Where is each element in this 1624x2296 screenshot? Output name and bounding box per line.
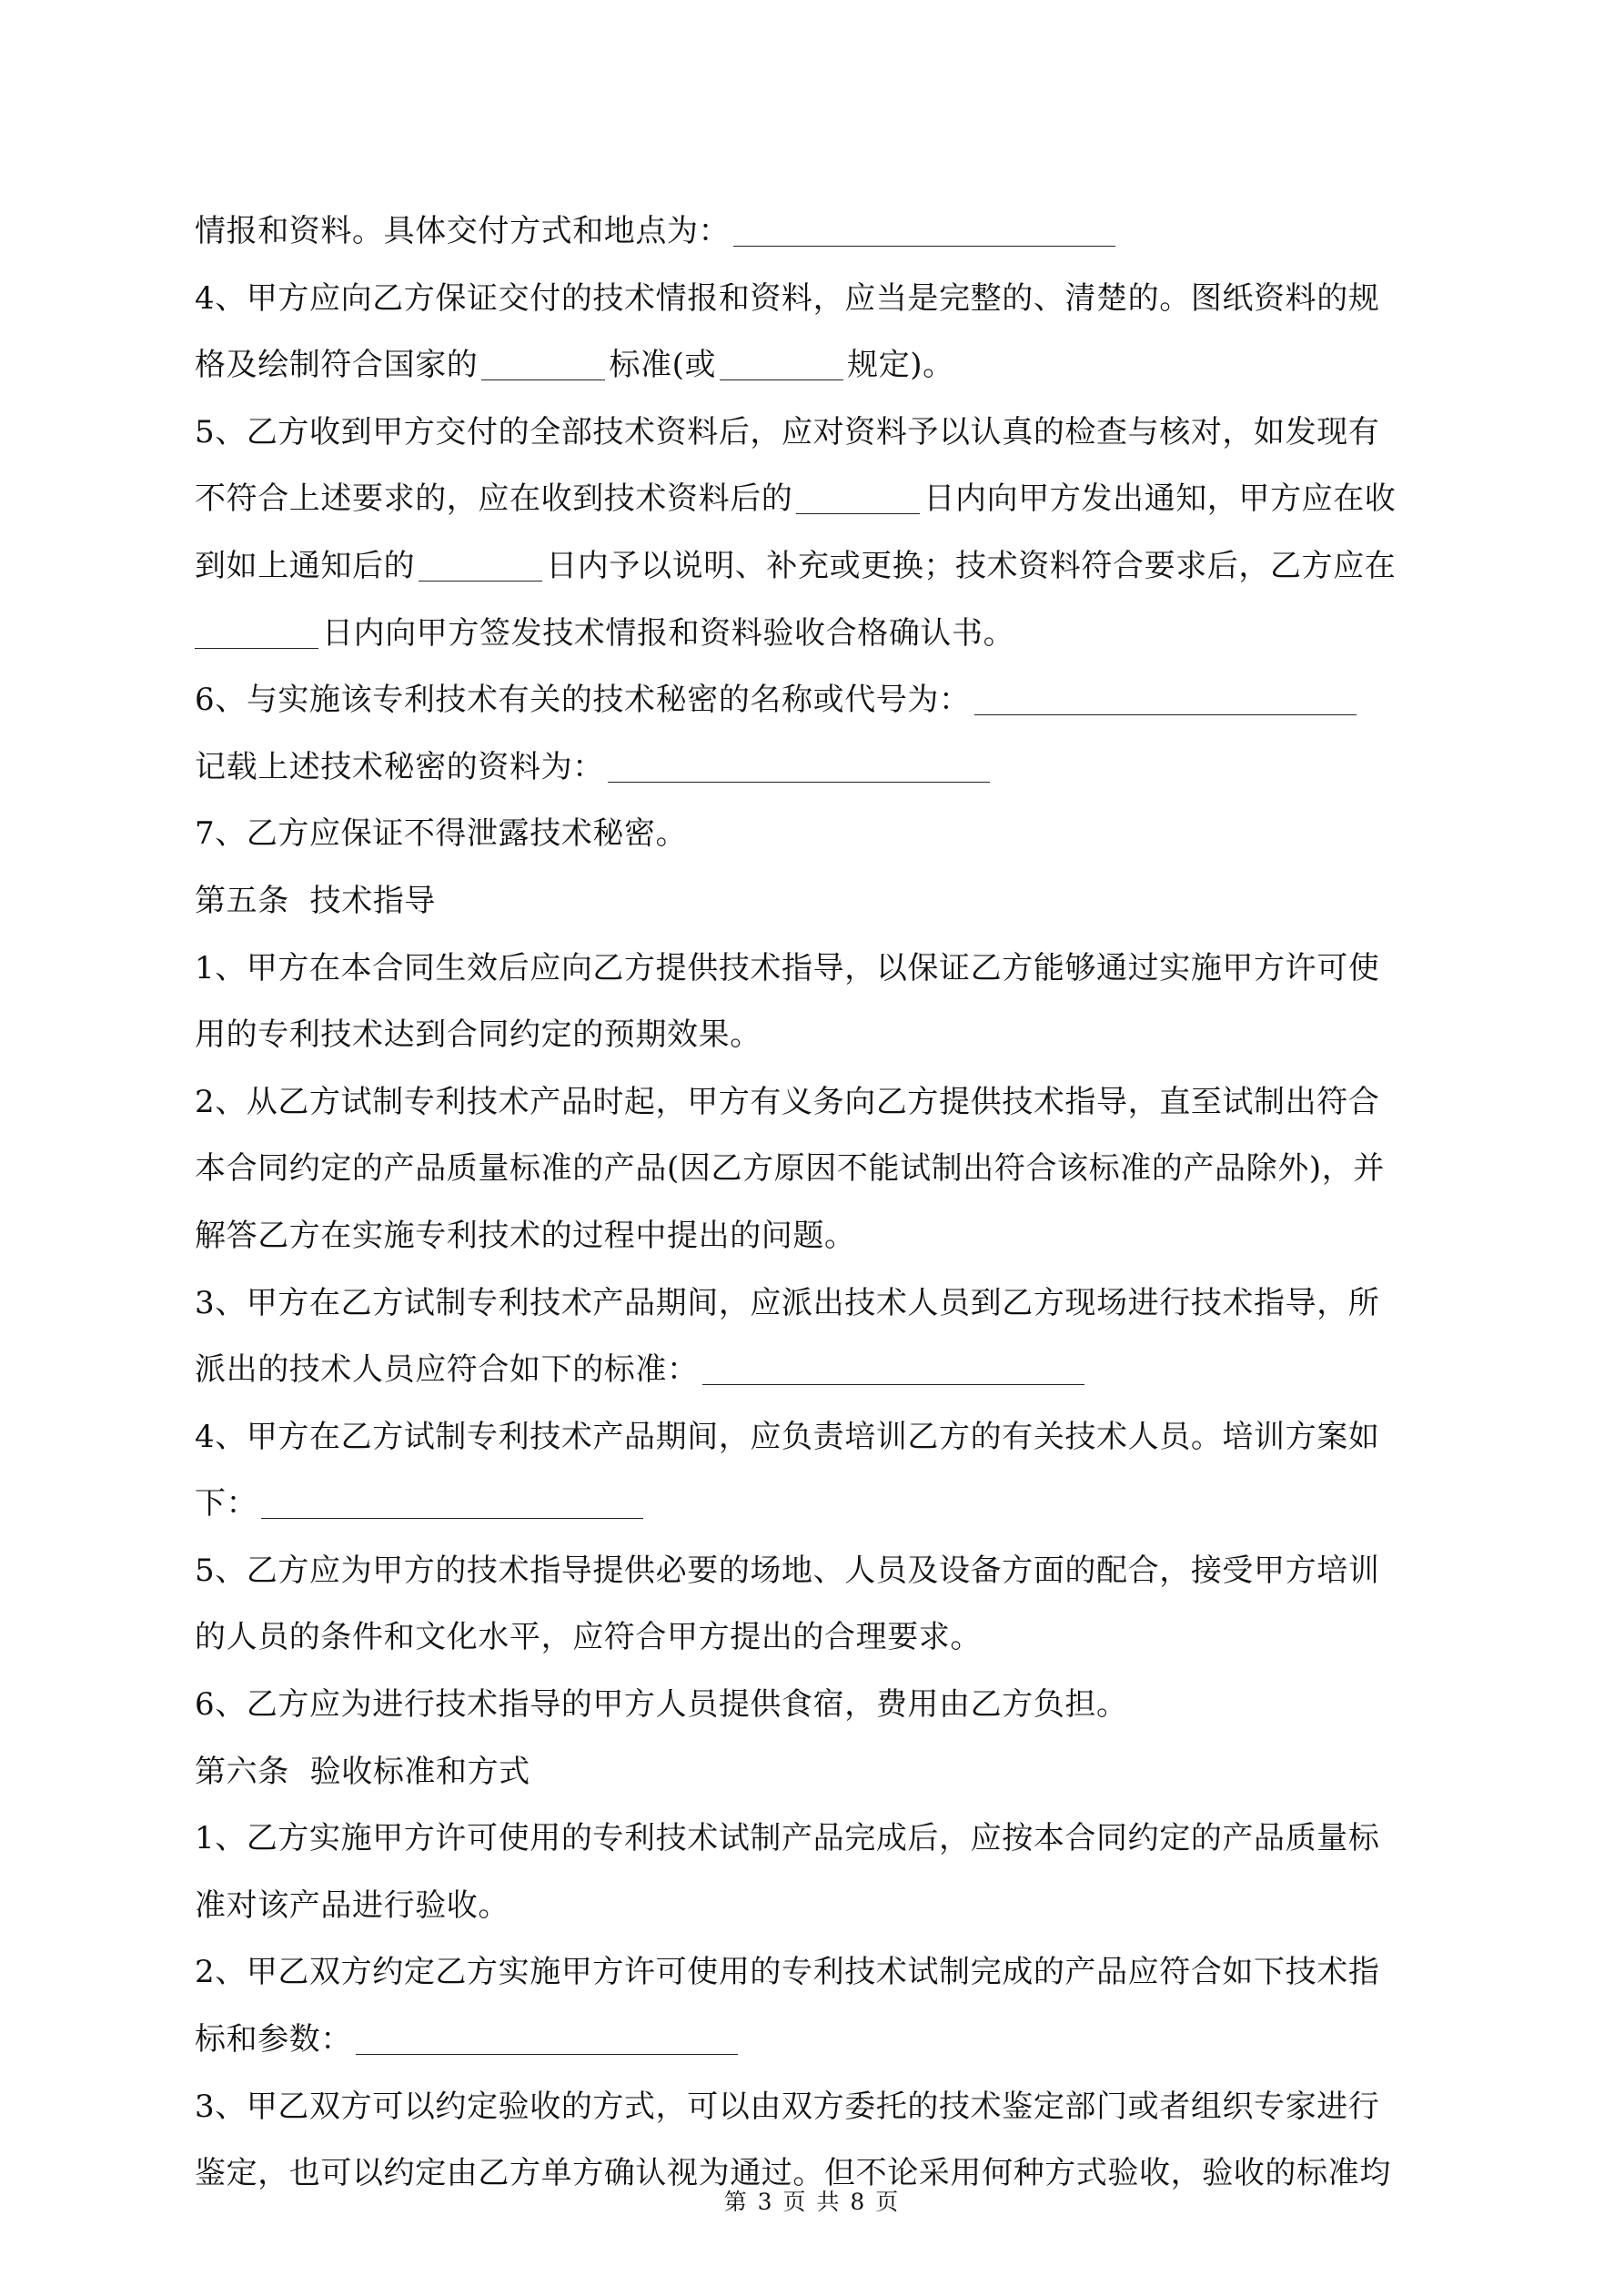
text-line: 4、甲方在乙方试制专利技术产品期间，应负责培训乙方的有关技术人员。培训方案如 <box>195 1418 1380 1455</box>
fill-blank[interactable] <box>702 1348 1084 1385</box>
section-heading: 第五条 技术指导 <box>195 882 437 919</box>
document-body <box>195 198 1441 2208</box>
text-line: 1、甲方在本合同生效后应向乙方提供技术指导，以保证乙方能够通过实施甲方许可使 <box>195 949 1380 986</box>
fill-blank[interactable] <box>974 678 1357 715</box>
text-line: 到如上通知后的 日内予以说明、补充或更换；技术资料符合要求后，乙方应在 <box>195 533 1441 601</box>
fill-blank[interactable] <box>720 343 843 380</box>
text-line: 记载上述技术秘密的资料为： <box>195 734 1441 802</box>
text-line: 6、乙方应为进行技术指导的甲方人员提供食宿，费用由乙方负担。 <box>195 1686 1128 1724</box>
text-line: 2、甲乙双方约定乙方实施甲方许可使用的专利技术试制完成的产品应符合如下技术指 <box>195 1954 1380 1991</box>
text-line: 3、甲方在乙方试制专利技术产品期间，应派出技术人员到乙方现场进行技术指导，所 <box>195 1284 1380 1321</box>
fill-blank[interactable] <box>608 745 990 783</box>
text-line: 准对该产品进行验收。 <box>195 1886 509 1924</box>
text-line: 日内向甲方签发技术情报和资料验收合格确认书。 <box>195 601 1441 668</box>
text-line: 派出的技术人员应符合如下的标准： <box>195 1337 1441 1404</box>
text-line: 5、乙方收到甲方交付的全部技术资料后，应对资料予以认真的检查与核对，如发现有 <box>195 413 1380 450</box>
text-line: 3、甲乙双方可以约定验收的方式，可以由双方委托的技术鉴定部门或者组织专家进行 <box>195 2088 1380 2125</box>
text-line: 解答乙方在实施专利技术的过程中提出的问题。 <box>195 1217 856 1254</box>
text-line: 格及绘制符合国家的 标准(或 规定)。 <box>195 332 1441 400</box>
text-line: 1、乙方实施甲方许可使用的专利技术试制产品完成后，应按本合同约定的产品质量标 <box>195 1820 1380 1857</box>
fill-blank[interactable] <box>419 544 542 582</box>
text-line: 下： <box>195 1471 1441 1538</box>
text-line: 本合同约定的产品质量标准的产品(因乙方原因不能试制出符合该标准的产品除外)，并 <box>195 1150 1385 1188</box>
text-line: 的人员的条件和文化水平，应符合甲方提出的合理要求。 <box>195 1619 982 1656</box>
text-line: 6、与实施该专利技术有关的技术秘密的名称或代号为： <box>195 667 1441 734</box>
text-line: 标和参数： <box>195 2007 1441 2074</box>
section-heading: 第六条 验收标准和方式 <box>195 1753 530 1790</box>
fill-blank[interactable] <box>356 2018 738 2055</box>
text-line: 用的专利技术达到合同约定的预期效果。 <box>195 1017 762 1054</box>
text-line: 5、乙方应为甲方的技术指导提供必要的场地、人员及设备方面的配合，接受甲方培训 <box>195 1552 1380 1589</box>
text-line: 不符合上述要求的，应在收到技术资料后的 日内向甲方发出通知，甲方应在收 <box>195 466 1441 533</box>
text-line: 鉴定，也可以约定由乙方单方确认视为通过。但不论采用何种方式验收，验收的标准均 <box>195 2155 1391 2192</box>
text-line: 2、从乙方试制专利技术产品时起，甲方有义务向乙方提供技术指导，直至试制出符合 <box>195 1083 1380 1120</box>
fill-blank[interactable] <box>733 209 1115 247</box>
page-number-footer: 第 3 页 共 8 页 <box>723 2189 901 2215</box>
text-line: 情报和资料。具体交付方式和地点为： <box>195 198 1441 266</box>
fill-blank[interactable] <box>796 477 920 514</box>
fill-blank[interactable] <box>261 1482 643 1519</box>
fill-blank[interactable] <box>481 343 605 380</box>
text-line: 4、甲方应向乙方保证交付的技术情报和资料，应当是完整的、清楚的。图纸资料的规 <box>195 279 1380 317</box>
text-line: 7、乙方应保证不得泄露技术秘密。 <box>195 815 688 853</box>
fill-blank[interactable] <box>195 612 318 649</box>
